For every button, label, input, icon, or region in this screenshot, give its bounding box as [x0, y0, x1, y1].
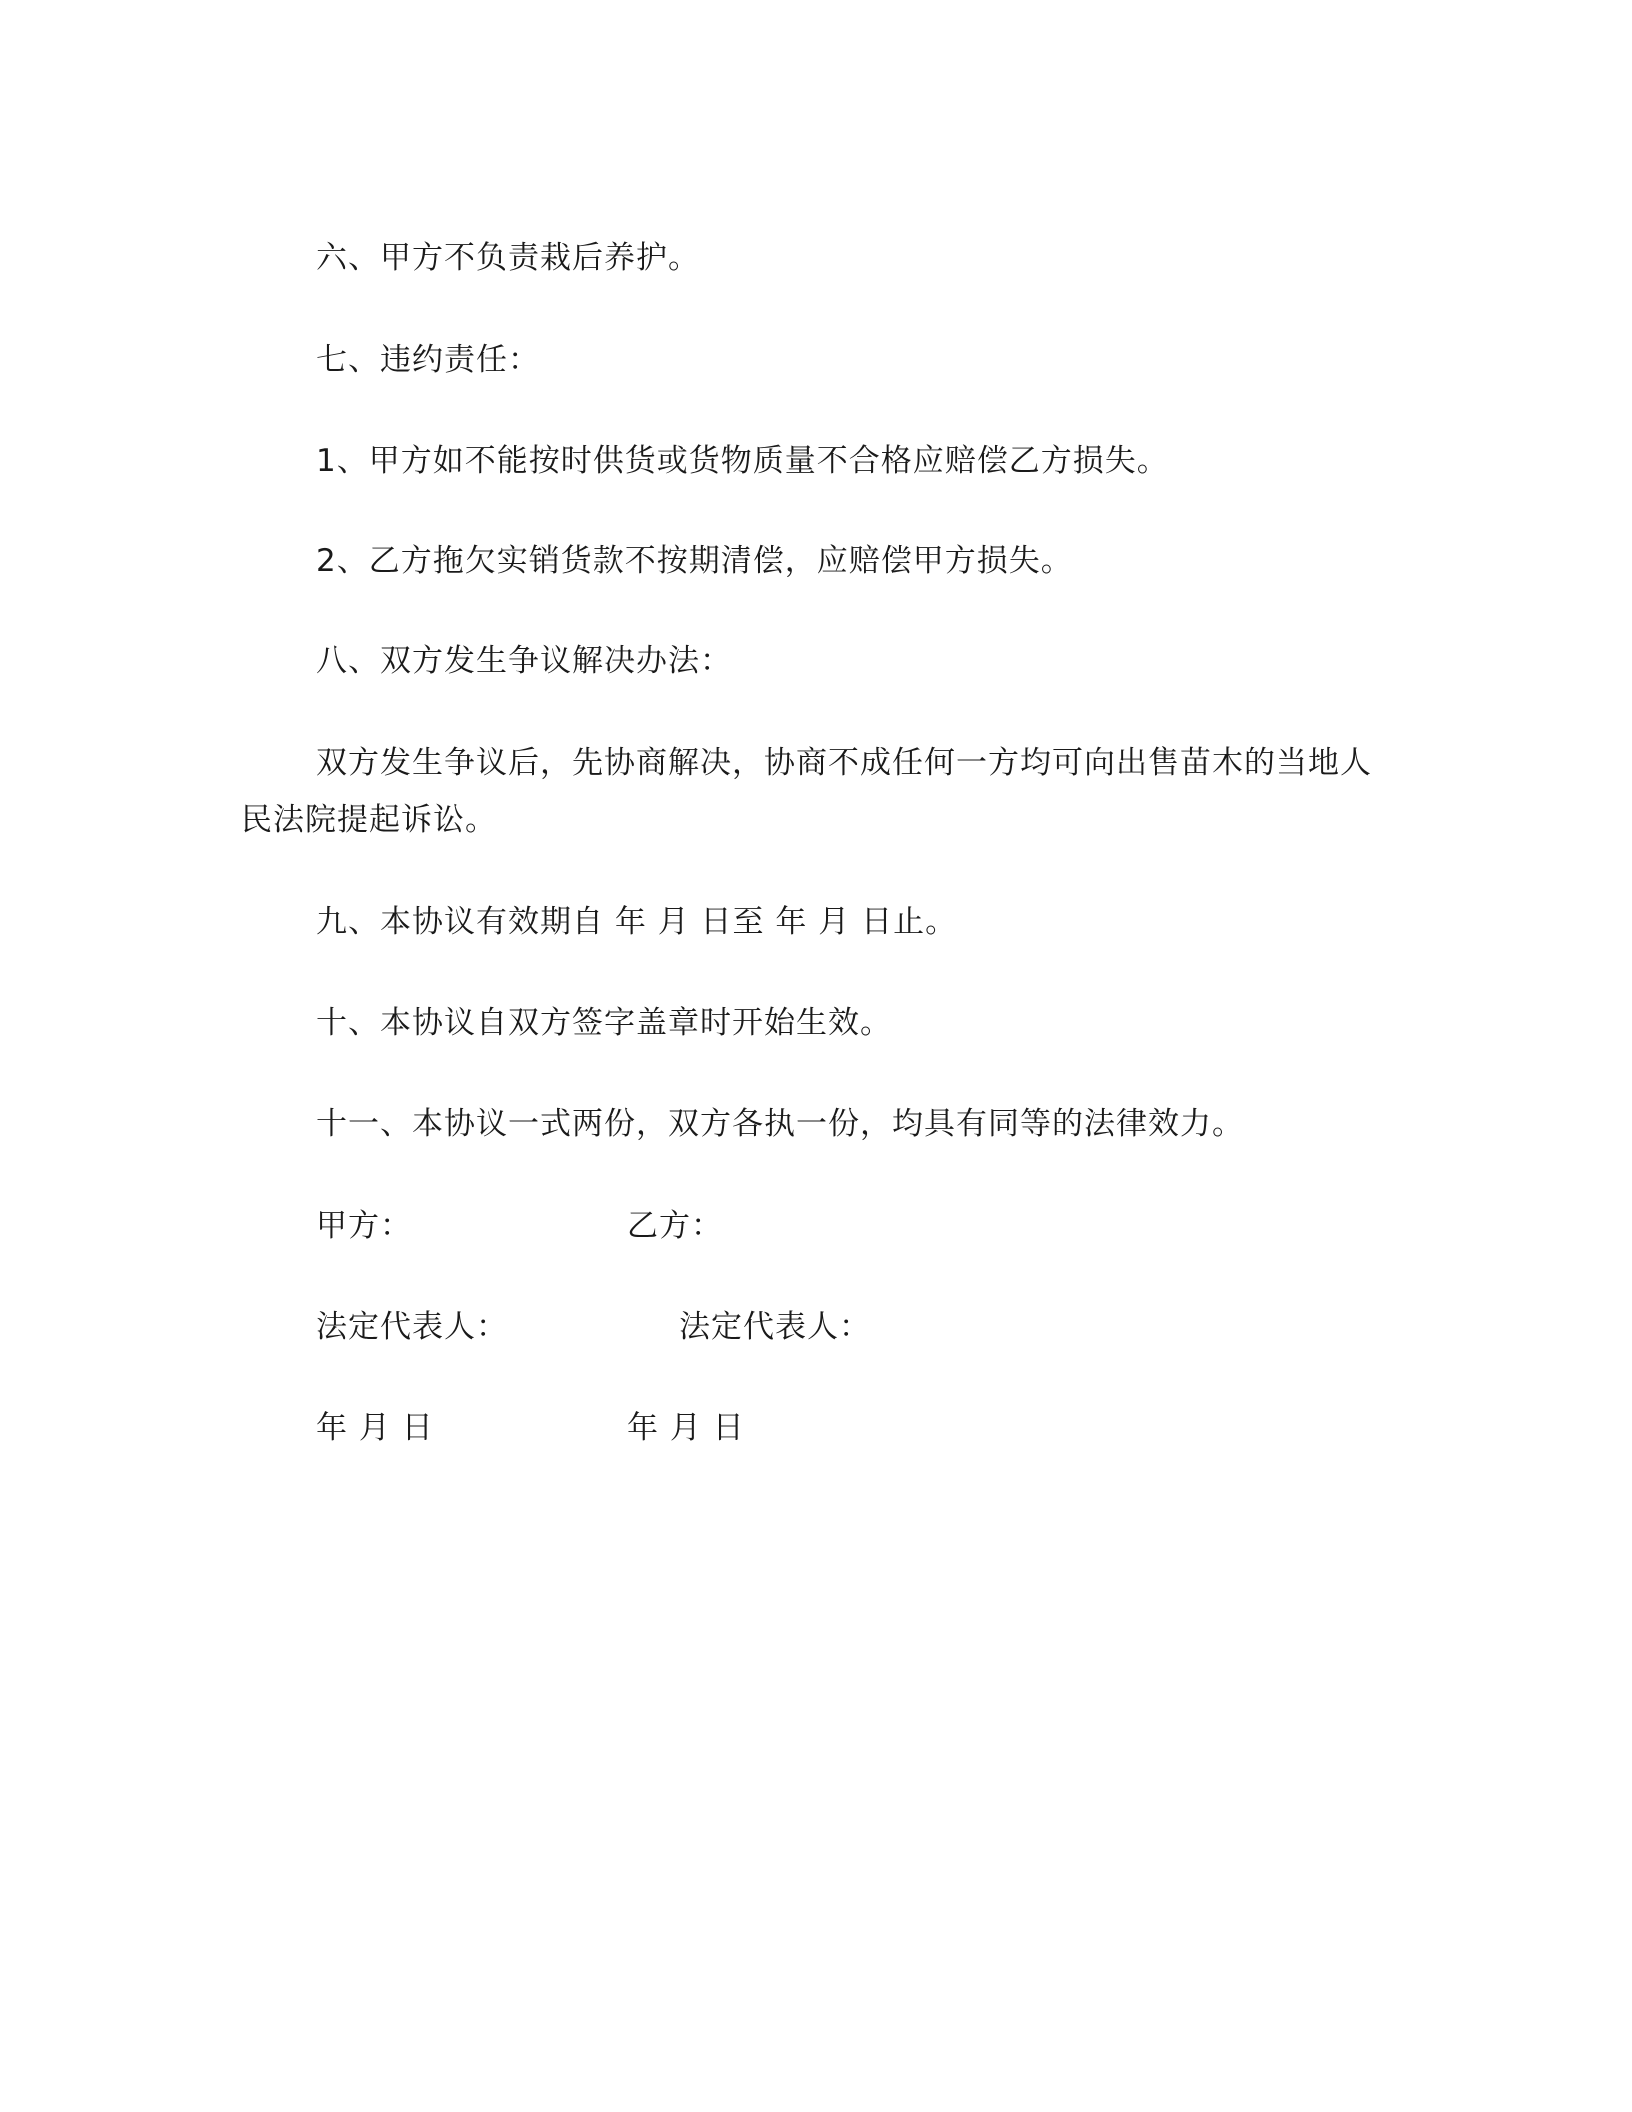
clause-7-item-2: 2、乙方拖欠实销货款不按期清偿，应赔偿甲方损失。 — [316, 543, 1073, 579]
legal-rep-a-label: 法定代表人： — [316, 1309, 508, 1345]
legal-rep-b-label: 法定代表人： — [679, 1309, 871, 1345]
clause-6: 六、甲方不负责栽后养护。 — [316, 240, 700, 276]
clause-7-heading: 七、违约责任： — [316, 342, 540, 378]
party-a-label: 甲方： — [316, 1208, 412, 1244]
clause-7-item-1: 1、甲方如不能按时供货或货物质量不合格应赔偿乙方损失。 — [316, 443, 1169, 479]
party-b-label: 乙方： — [627, 1208, 723, 1244]
clause-8-heading: 八、双方发生争议解决办法： — [316, 643, 732, 679]
clause-8-body-line-1: 双方发生争议后，先协商解决，协商不成任何一方均可向出售苗木的当地人 — [316, 745, 1372, 781]
date-a: 年 月 日 — [316, 1410, 434, 1446]
clause-10: 十、本协议自双方签字盖章时开始生效。 — [316, 1005, 892, 1041]
clause-8-body-line-2: 民法院提起诉讼。 — [241, 802, 497, 838]
clause-11: 十一、本协议一式两份，双方各执一份，均具有同等的法律效力。 — [316, 1106, 1244, 1142]
date-b: 年 月 日 — [627, 1410, 745, 1446]
clause-9: 九、本协议有效期自 年 月 日至 年 月 日止。 — [316, 904, 958, 940]
